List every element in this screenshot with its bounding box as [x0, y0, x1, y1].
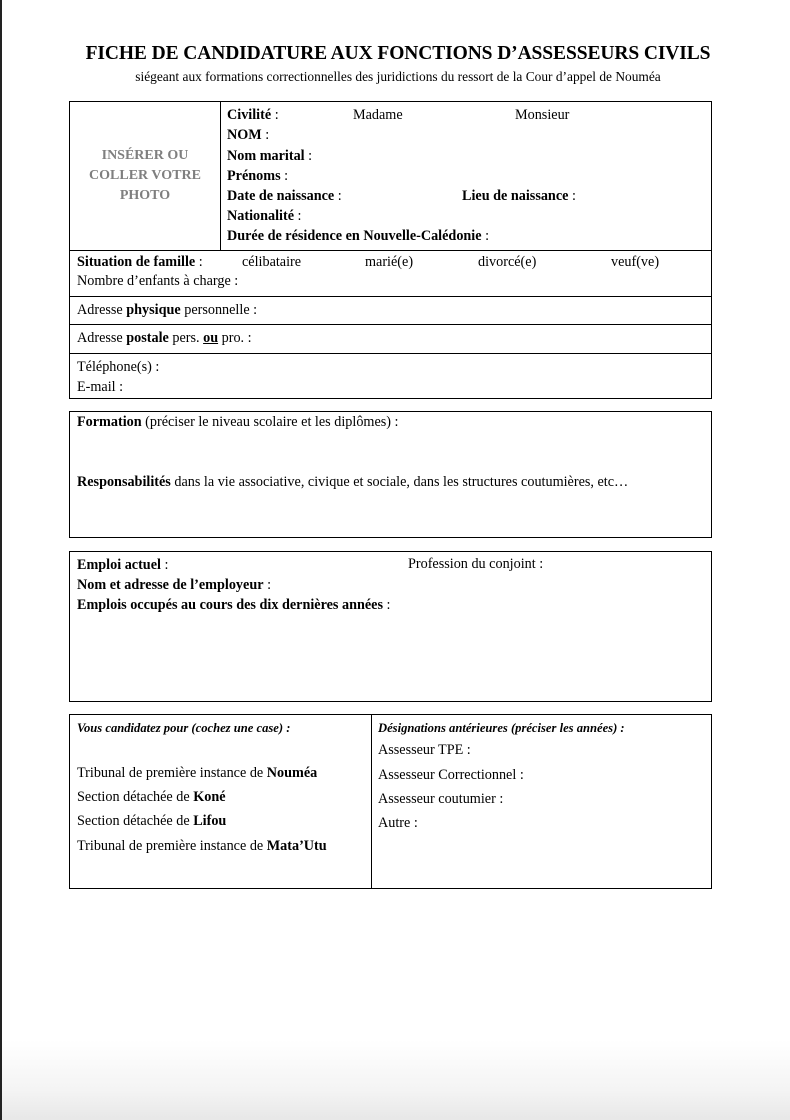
date-naissance-field[interactable] — [227, 188, 342, 204]
nom-marital-field[interactable] — [227, 148, 312, 164]
candidature-option-matautu[interactable] — [77, 838, 327, 854]
designation-tpe-field[interactable]: Assesseur TPE : — [378, 742, 471, 758]
civilite-option-monsieur[interactable]: Monsieur — [515, 107, 570, 123]
emploi-actuel-label: Emploi actuel — [77, 557, 161, 573]
label-part: Adresse — [77, 330, 127, 346]
emploi-actuel-field[interactable] — [77, 557, 168, 573]
responsabilites-label: Responsabilités — [77, 474, 171, 490]
email-field[interactable]: E-mail : — [77, 379, 124, 395]
situation-option-divorce[interactable]: divorcé(e) — [478, 254, 537, 270]
photo-placeholder[interactable] — [70, 146, 220, 206]
photo-divider — [220, 101, 221, 251]
option-label: Section détachée de — [77, 813, 194, 829]
candidature-option-noumea[interactable] — [77, 765, 317, 781]
colon: : — [568, 188, 576, 204]
candidature-heading: Vous candidatez pour (cochez une case) : — [77, 721, 291, 735]
emplois-occupes-label: Emplois occupés au cours des dix dernières années — [77, 597, 383, 613]
situation-option-celibataire[interactable]: célibataire — [242, 254, 302, 270]
option-place: Nouméa — [266, 765, 318, 781]
responsabilites-field[interactable] — [77, 474, 628, 490]
nationalite-field[interactable] — [227, 208, 302, 224]
candidature-option-lifou[interactable] — [77, 813, 226, 829]
colon: : — [334, 188, 342, 204]
label-part: pro. : — [218, 330, 252, 346]
divider — [69, 353, 712, 354]
label-part: personnelle : — [180, 302, 258, 318]
nationalite-label: Nationalité — [227, 208, 294, 224]
colon: : — [382, 597, 391, 613]
label-part-bold: physique — [126, 302, 181, 318]
adresse-postale-field[interactable] — [77, 330, 252, 346]
employeur-field[interactable] — [77, 577, 271, 593]
option-place: Koné — [193, 789, 226, 805]
colon: : — [160, 557, 169, 573]
prenoms-field[interactable] — [227, 168, 288, 184]
label-part-bold: postale — [126, 330, 169, 346]
option-label: Section détachée de — [77, 789, 194, 805]
designation-autre-field[interactable]: Autre : — [378, 815, 418, 831]
label-part: Adresse — [77, 302, 127, 318]
adresse-physique-field[interactable] — [77, 302, 257, 318]
candidature-divider — [371, 714, 372, 889]
situation-option-veuf[interactable]: veuf(ve) — [611, 254, 660, 270]
lieu-naissance-label: Lieu de naissance — [462, 188, 569, 204]
colon: : — [261, 127, 270, 143]
lieu-naissance-field[interactable] — [462, 188, 576, 204]
label-part: pers. — [168, 330, 204, 346]
form-title: FICHE DE CANDIDATURE AUX FONCTIONS D’ASSESSEURS CIVILS — [85, 43, 711, 64]
divider — [69, 296, 712, 297]
formation-field[interactable] — [77, 414, 398, 430]
option-place: Mata’Utu — [266, 838, 327, 854]
colon: : — [304, 148, 313, 164]
enfants-field[interactable]: Nombre d’enfants à charge : — [77, 273, 239, 289]
colon: : — [294, 208, 302, 224]
colon: : — [263, 577, 272, 593]
employment-block — [69, 551, 712, 702]
formation-label: Formation — [77, 414, 142, 430]
situation-famille-label: Situation de famille — [77, 254, 196, 270]
telephone-field[interactable]: Téléphone(s) : — [77, 359, 160, 375]
civilite-label: Civilité — [227, 107, 272, 123]
candidature-option-kone[interactable] — [77, 789, 226, 805]
form-subtitle: siégeant aux formations correctionnelles des juridictions du ressort de la Cour d’appel de Nouméa — [135, 69, 661, 84]
option-label: Tribunal de première instance de — [77, 838, 267, 854]
nom-label: NOM — [227, 127, 262, 143]
duree-residence-field[interactable] — [227, 228, 489, 244]
photo-placeholder-line: COLLER VOTRE — [89, 168, 201, 183]
label-part-underlined: ou — [203, 330, 219, 346]
designation-coutumier-field[interactable]: Assesseur coutumier : — [378, 791, 504, 807]
nom-field[interactable] — [227, 127, 269, 143]
situation-famille-field — [77, 254, 203, 270]
colon: : — [481, 228, 490, 244]
formation-hint: (préciser le niveau scolaire et les diplômes) : — [141, 414, 399, 430]
emplois-occupes-field[interactable] — [77, 597, 390, 613]
colon: : — [280, 168, 289, 184]
divider — [69, 324, 712, 325]
colon: : — [195, 254, 203, 270]
duree-residence-label: Durée de résidence en Nouvelle-Calédonie — [227, 228, 482, 244]
situation-option-marie[interactable]: marié(e) — [365, 254, 414, 270]
page-edge — [0, 0, 2, 1120]
employeur-label: Nom et adresse de l’employeur — [77, 577, 264, 593]
profession-conjoint-field[interactable]: Profession du conjoint : — [408, 556, 544, 572]
designation-correctionnel-field[interactable]: Assesseur Correctionnel : — [378, 767, 524, 783]
responsabilites-hint: dans la vie associative, civique et sociale, dans les structures coutumières, etc… — [170, 474, 629, 490]
designations-heading: Désignations antérieures (préciser les années) : — [378, 721, 625, 735]
nom-marital-label: Nom marital — [227, 148, 305, 164]
option-label: Tribunal de première instance de — [77, 765, 267, 781]
colon: : — [271, 107, 279, 123]
divider — [69, 250, 712, 251]
civilite-option-madame[interactable]: Madame — [353, 107, 403, 123]
civilite-field — [227, 107, 279, 123]
photo-placeholder-line: PHOTO — [119, 188, 171, 203]
option-place: Lifou — [193, 813, 227, 829]
photo-placeholder-line: INSÉRER OU — [101, 148, 189, 163]
prenoms-label: Prénoms — [227, 168, 281, 184]
date-naissance-label: Date de naissance — [227, 188, 335, 204]
